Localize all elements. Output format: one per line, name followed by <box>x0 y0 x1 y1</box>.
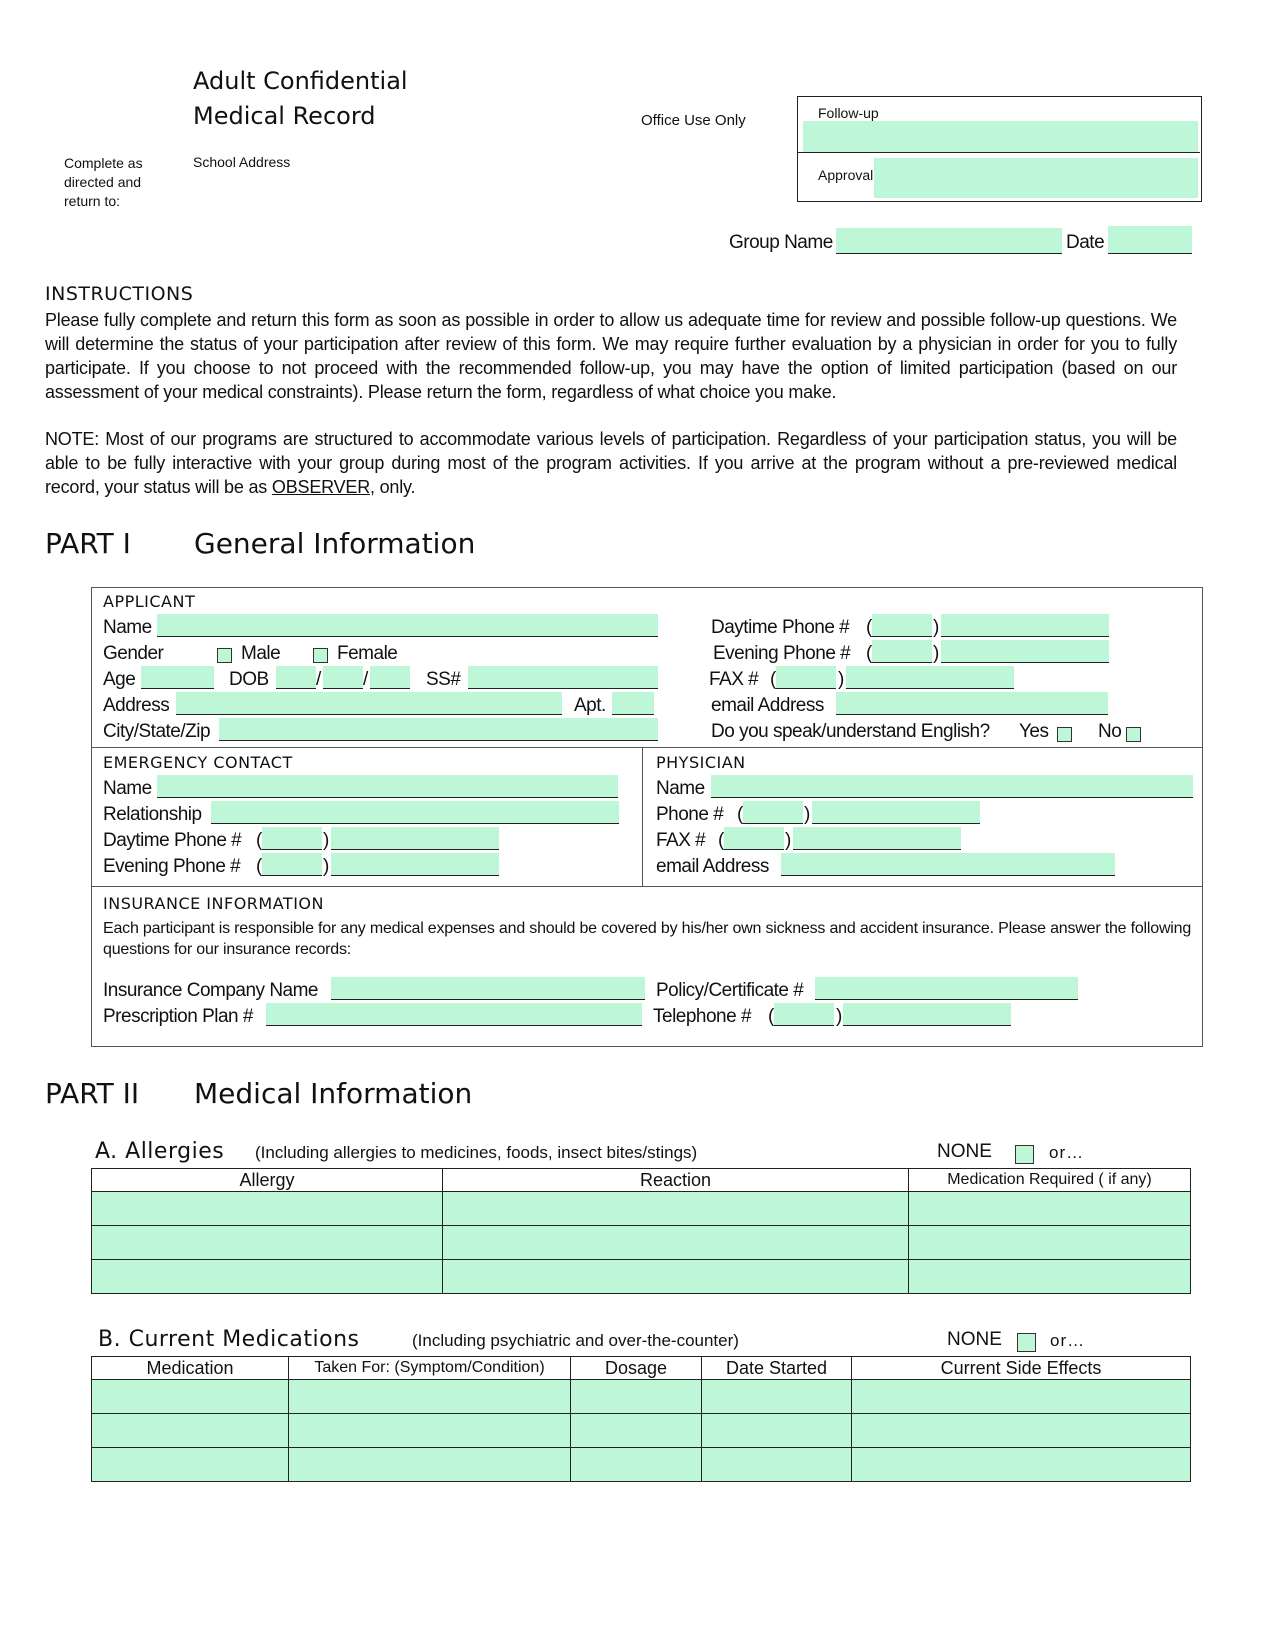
physician-area-code-field[interactable] <box>743 801 803 824</box>
dosage-cell[interactable] <box>571 1448 702 1482</box>
date-field[interactable] <box>1108 226 1192 254</box>
medication-cell[interactable] <box>92 1448 289 1482</box>
relationship-field[interactable] <box>211 801 619 824</box>
emergency-evening-label: Evening Phone # <box>103 856 241 877</box>
physician-fax-label: FAX # <box>656 830 706 851</box>
allergies-header-row <box>92 1169 1191 1192</box>
side-effects-column-header: Current Side Effects <box>852 1357 1191 1380</box>
english-yes-label: Yes <box>1019 721 1049 742</box>
female-checkbox[interactable] <box>313 648 328 663</box>
dosage-cell[interactable] <box>571 1380 702 1414</box>
physician-fax-area-code-field[interactable] <box>724 827 784 850</box>
allergies-none-label: NONE <box>937 1141 992 1162</box>
group-name-label: Group Name <box>729 232 833 253</box>
evening-paren-open: ( <box>866 643 872 664</box>
group-name-field[interactable] <box>836 228 1062 254</box>
instructions-note <box>45 427 1177 499</box>
ss-field[interactable] <box>468 666 658 689</box>
instructions-paragraph: Please fully complete and return this form as soon as possible in order to allow us adequate time for review and possible follow-up questions. We will determine the status of your participation after review of this form. We may require further evaluation by a physician in order for you to fully participate. If you choose to not proceed with the recommended follow-up, you may have the option of limited participation (based on our assessment of your medical constraints). Please return the form, regardless of what choice you make. <box>45 310 1177 402</box>
applicant-divider <box>91 747 1203 748</box>
medications-table <box>91 1356 1191 1482</box>
insurance-area-code-field[interactable] <box>774 1003 834 1026</box>
city-state-zip-field[interactable] <box>219 718 658 741</box>
part1-number: PART I <box>45 527 131 560</box>
medications-subtitle: (Including psychiatric and over-the-counter) <box>412 1331 739 1350</box>
date-label: Date <box>1066 232 1105 253</box>
evening-paren-close: ) <box>933 643 939 664</box>
apt-label: Apt. <box>574 695 606 716</box>
apt-field[interactable] <box>612 692 654 715</box>
fax-field[interactable] <box>846 666 1014 689</box>
table-row <box>92 1260 1191 1294</box>
dob-month-field[interactable] <box>276 666 316 689</box>
policy-field[interactable] <box>815 977 1078 1000</box>
emergency-evening-paren-open: ( <box>256 856 262 877</box>
physician-fax-field[interactable] <box>793 827 961 850</box>
note-text-end: , only. <box>370 477 416 497</box>
insurance-heading: INSURANCE INFORMATION <box>103 894 324 913</box>
allergy-cell[interactable] <box>92 1260 443 1294</box>
side-effects-cell[interactable] <box>852 1380 1191 1414</box>
reaction-column-header: Reaction <box>443 1169 909 1192</box>
allergy-column-header: Allergy <box>92 1169 443 1192</box>
insurance-divider <box>91 886 1203 887</box>
physician-phone-paren-close: ) <box>804 804 810 825</box>
part2-number: PART II <box>45 1077 140 1110</box>
date-started-cell[interactable] <box>702 1380 852 1414</box>
table-row <box>92 1448 1191 1482</box>
daytime-paren-open: ( <box>866 617 872 638</box>
taken-for-cell[interactable] <box>289 1380 571 1414</box>
school-address-label: School Address <box>193 154 291 170</box>
physician-phone-label: Phone # <box>656 804 724 825</box>
emergency-evening-area-code-field[interactable] <box>262 853 322 876</box>
male-checkbox[interactable] <box>217 648 232 663</box>
medication-required-column-header: Medication Required ( if any) <box>909 1169 1191 1192</box>
emergency-contact-heading: EMERGENCY CONTACT <box>103 753 293 772</box>
dob-year-field[interactable] <box>370 666 410 689</box>
table-row <box>92 1226 1191 1260</box>
approval-field[interactable] <box>874 158 1198 198</box>
address-label: Address <box>103 695 170 716</box>
insurance-telephone-field[interactable] <box>843 1003 1011 1026</box>
medications-none-label: NONE <box>947 1329 1002 1350</box>
age-label: Age <box>103 669 136 690</box>
follow-up-field[interactable] <box>803 121 1198 152</box>
dob-label: DOB <box>229 669 269 690</box>
male-label: Male <box>241 643 281 664</box>
daytime-phone-label: Daytime Phone # <box>711 617 850 638</box>
medication-cell[interactable] <box>92 1414 289 1448</box>
evening-phone-label: Evening Phone # <box>713 643 851 664</box>
taken-for-cell[interactable] <box>289 1448 571 1482</box>
insurance-telephone-label: Telephone # <box>653 1006 752 1027</box>
dob-slash-2: / <box>363 669 368 690</box>
policy-label: Policy/Certificate # <box>656 980 804 1001</box>
emergency-name-field[interactable] <box>157 775 618 798</box>
table-row <box>92 1414 1191 1448</box>
english-question: Do you speak/understand English? <box>711 721 990 742</box>
emergency-daytime-paren-open: ( <box>256 830 262 851</box>
reaction-cell[interactable] <box>443 1226 909 1260</box>
date-started-column-header: Date Started <box>702 1357 852 1380</box>
medications-or-label: or… <box>1050 1331 1086 1350</box>
medication-column-header: Medication <box>92 1357 289 1380</box>
insurance-paren-close: ) <box>836 1006 842 1027</box>
allergies-table <box>91 1168 1191 1294</box>
date-started-cell[interactable] <box>702 1414 852 1448</box>
emergency-name-label: Name <box>103 778 152 799</box>
office-use-box <box>797 96 1202 202</box>
insurance-paren-open: ( <box>768 1006 774 1027</box>
allergies-subtitle: (Including allergies to medicines, foods, insect bites/stings) <box>255 1143 698 1162</box>
physician-fax-paren-close: ) <box>785 830 791 851</box>
allergies-none-checkbox[interactable] <box>1015 1145 1034 1164</box>
form-title-line1: Adult Confidential <box>193 67 408 95</box>
approval-label: Approval <box>818 167 874 183</box>
physician-phone-field[interactable] <box>812 801 980 824</box>
emergency-daytime-paren-close: ) <box>323 830 329 851</box>
dosage-column-header: Dosage <box>571 1357 702 1380</box>
side-effects-cell[interactable] <box>852 1414 1191 1448</box>
fax-label: FAX # <box>709 669 759 690</box>
evening-phone-field[interactable] <box>941 640 1109 663</box>
address-field[interactable] <box>176 692 562 715</box>
applicant-heading: APPLICANT <box>103 592 196 611</box>
medication-required-cell[interactable] <box>909 1260 1191 1294</box>
fax-paren-close: ) <box>838 669 844 690</box>
insurance-text: Each participant is responsible for any medical expenses and should be covered by his/her own sickness and accident insurance. Please answer the following questions for our insurance records: <box>103 920 1192 958</box>
age-field[interactable] <box>141 666 214 689</box>
dosage-cell[interactable] <box>571 1414 702 1448</box>
instructions-heading: INSTRUCTIONS <box>45 283 194 305</box>
prescription-label: Prescription Plan # <box>103 1006 253 1027</box>
complete-as-label: Complete as directed and return to: <box>64 155 143 209</box>
side-effects-cell[interactable] <box>852 1448 1191 1482</box>
taken-for-cell[interactable] <box>289 1414 571 1448</box>
date-started-cell[interactable] <box>702 1448 852 1482</box>
contact-physician-divider <box>642 747 643 886</box>
part2-title: Medical Information <box>194 1077 473 1110</box>
dob-slash-1: / <box>316 669 321 690</box>
table-row <box>92 1192 1191 1226</box>
female-label: Female <box>337 643 398 664</box>
fax-area-code-field[interactable] <box>776 666 836 689</box>
physician-email-label: email Address <box>656 856 769 877</box>
medication-cell[interactable] <box>92 1380 289 1414</box>
physician-fax-paren-open: ( <box>718 830 724 851</box>
allergies-or-label: or… <box>1049 1143 1085 1162</box>
part1-title: General Information <box>194 527 476 560</box>
daytime-paren-close: ) <box>933 617 939 638</box>
medications-title: B. Current Medications <box>98 1327 360 1352</box>
emergency-evening-phone-field[interactable] <box>331 853 499 876</box>
emergency-daytime-label: Daytime Phone # <box>103 830 242 851</box>
allergy-cell[interactable] <box>92 1192 443 1226</box>
physician-heading: PHYSICIAN <box>656 753 746 772</box>
allergies-title: A. Allergies <box>95 1139 225 1164</box>
emergency-evening-paren-close: ) <box>323 856 329 877</box>
insurance-company-field[interactable] <box>331 977 645 1000</box>
office-box-divider <box>798 152 1200 153</box>
daytime-phone-field[interactable] <box>941 614 1109 637</box>
city-state-zip-label: City/State/Zip <box>103 721 211 742</box>
reaction-cell[interactable] <box>443 1260 909 1294</box>
medications-none-checkbox[interactable] <box>1017 1333 1036 1352</box>
medication-required-cell[interactable] <box>909 1226 1191 1260</box>
applicant-name-field[interactable] <box>157 614 658 637</box>
applicant-name-label: Name <box>103 617 152 638</box>
prescription-field[interactable] <box>266 1003 642 1026</box>
insurance-company-label: Insurance Company Name <box>103 980 318 1001</box>
emergency-daytime-phone-field[interactable] <box>331 827 499 850</box>
evening-area-code-field[interactable] <box>872 640 932 663</box>
english-no-label: No <box>1098 721 1122 742</box>
form-title-line2: Medical Record <box>193 102 376 130</box>
email-label: email Address <box>711 695 824 716</box>
table-row <box>92 1380 1191 1414</box>
physician-name-label: Name <box>656 778 705 799</box>
medications-header-row <box>92 1357 1191 1380</box>
physician-email-field[interactable] <box>781 853 1115 876</box>
office-use-only-label: Office Use Only <box>641 112 746 129</box>
fax-paren-open: ( <box>770 669 776 690</box>
emergency-daytime-area-code-field[interactable] <box>262 827 322 850</box>
english-no-checkbox[interactable] <box>1126 727 1141 742</box>
daytime-area-code-field[interactable] <box>872 614 932 637</box>
relationship-label: Relationship <box>103 804 202 825</box>
allergy-cell[interactable] <box>92 1226 443 1260</box>
gender-label: Gender <box>103 643 164 664</box>
note-text: NOTE: Most of our programs are structured to accommodate various levels of participation. Regardless of your participation status, you will be able to be fully interactive with your group during most of the program activities. If you arrive at the program without a pre-reviewed medical record, your status will be as <box>45 429 1177 497</box>
english-yes-checkbox[interactable] <box>1057 727 1072 742</box>
dob-day-field[interactable] <box>323 666 363 689</box>
ss-label: SS# <box>426 669 461 690</box>
note-observer: OBSERVER <box>271 477 371 497</box>
reaction-cell[interactable] <box>443 1192 909 1226</box>
physician-phone-paren-open: ( <box>737 804 743 825</box>
physician-name-field[interactable] <box>711 775 1193 798</box>
email-field[interactable] <box>836 692 1108 715</box>
medication-required-cell[interactable] <box>909 1192 1191 1226</box>
follow-up-label: Follow-up <box>818 105 879 121</box>
taken-for-column-header: Taken For: (Symptom/Condition) <box>289 1357 571 1380</box>
form-title <box>193 64 408 134</box>
